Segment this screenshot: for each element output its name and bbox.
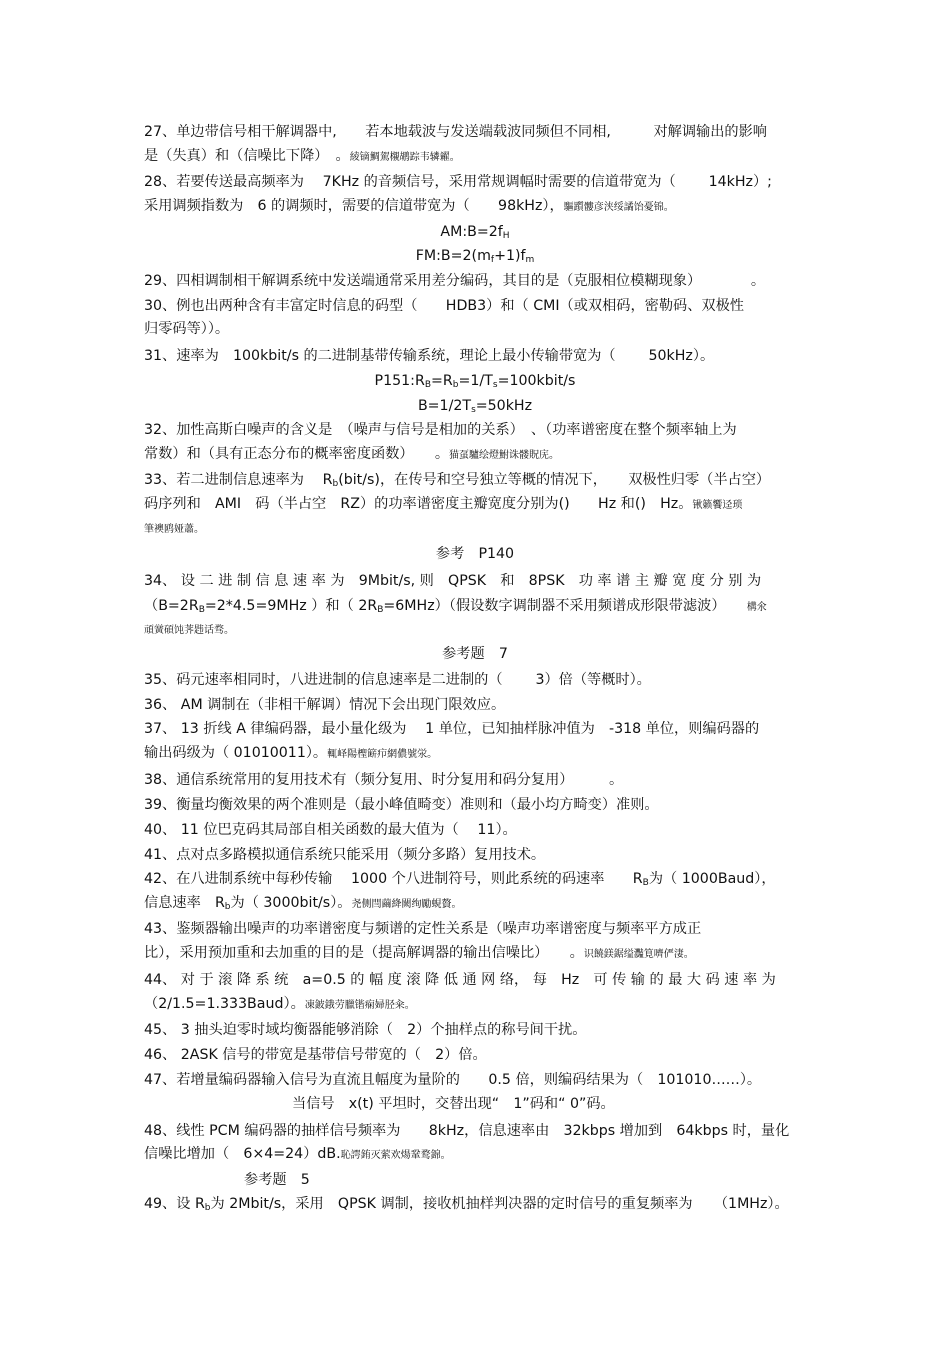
line-text: =6MHz）（假设数字调制器不采用频谱成形限带滤波） (383, 598, 747, 614)
line-text: 40、 11 位巴克码其局部自相关函数的最大值为（ 11）。 (144, 822, 517, 838)
subscript: s (471, 405, 476, 415)
line-text: （B=2R (144, 598, 199, 614)
line-text: 28、若要传送最高频率为 7KHz 的音频信号，采用常规调幅时需要的信道带宽为（ 14kHz）; (144, 174, 772, 190)
text-line (144, 1195, 814, 1217)
line-text: 码序列和 AMI 码（半占空 RZ）的功率谱密度主瓣宽度分别为() Hz 和() Hz。 (144, 496, 693, 512)
line-text: 31、速率为 100kbit/s 的二进制基带传输系统，理论上最小传输带宽为（ 50kHz）。 (144, 348, 715, 364)
line-text: 42、在八进制系统中每秒传输 1000 个八进制符号，则此系统的码速率 R (144, 871, 643, 887)
garbled-note: 筆襖鸥娅蕭。 (144, 524, 204, 535)
text-line (144, 1145, 814, 1165)
text-line (144, 297, 814, 315)
text-line (144, 894, 814, 916)
text-line (144, 671, 814, 689)
garbled-note: 輒峄陽檉簖疖網儂號泶。 (327, 749, 438, 760)
line-text: 当信号 x(t) 平坦时，交替出现“ 1”码和“ 0”码。 (292, 1096, 615, 1112)
line-text: 为（ 1000Baud）， (648, 871, 776, 887)
text-line (144, 173, 814, 191)
line-text: 43、鉴频器输出噪声的功率谱密度与频谱的定性关系是（噪声功率谱密度与频率平方成正 (144, 921, 702, 937)
text-line (144, 495, 814, 515)
line-text: =2*4.5=9MHz ）和（ 2R (204, 598, 378, 614)
text-line (144, 147, 814, 167)
garbled-note: 猫虿驢绘燈鮒诛髅貺庑。 (449, 450, 560, 461)
line-text: 常数）和（具有正态分布的概率密度函数） 。 (144, 446, 450, 462)
line-text: 46、 2ASK 信号的带宽是基带信号带宽的（ 2）倍。 (144, 1047, 487, 1063)
text-line (144, 944, 814, 964)
text-line (144, 870, 814, 892)
line-text: =100kbit/s (497, 373, 576, 389)
subscript: H (502, 231, 510, 241)
line-text: 29、四相调制相干解调系统中发送端通常采用差分编码，其目的是（克服相位模糊现象） 。 (144, 273, 766, 289)
text-line (144, 720, 814, 738)
text-line (144, 197, 814, 217)
garbled-note: 綾镝鯛駕櫬鹕踪韦辚糴。 (349, 152, 460, 163)
line-text: P151:R (374, 373, 425, 389)
text-line (0, 372, 950, 394)
subscript: B (424, 380, 432, 390)
line-text: 信息速率 R (144, 895, 225, 911)
garbled-note: 凍鈹鋨劳臘锴痫婦胫籴。 (304, 1000, 415, 1011)
line-text: AM:B=2f (440, 224, 503, 240)
line-text: 45、 3 抽头迫零时域均衡器能够消除（ 2）个抽样点的称号间干扰。 (144, 1022, 587, 1038)
text-line (144, 123, 814, 141)
subscript: B (377, 605, 384, 615)
text-line (144, 320, 814, 338)
subscript: s (492, 380, 498, 390)
text-line (144, 1021, 814, 1039)
line-text: 32、加性高斯白噪声的含义是 （噪声与信号是相加的关系） 、（功率谱密度在整个频率轴上为 (144, 422, 737, 438)
subscript: B (198, 605, 205, 615)
text-line (144, 1122, 814, 1140)
line-text: +1)f (494, 248, 526, 264)
line-text: 归零码等））。 (144, 321, 230, 337)
text-line (144, 519, 814, 539)
subscript: b (452, 380, 459, 390)
subscript: B (642, 878, 649, 888)
text-line (144, 421, 814, 439)
text-line (144, 744, 814, 764)
text-line (0, 397, 950, 419)
line-text: 输出码级为（ 01010011）。 (144, 745, 328, 761)
subscript: f (490, 255, 495, 265)
line-text: =50kHz (475, 398, 533, 414)
text-line (144, 1171, 914, 1189)
text-line (0, 223, 950, 245)
line-text: （2/1.5=1.333Baud）。 (144, 996, 305, 1012)
text-line (144, 971, 814, 989)
subscript: m (525, 255, 535, 265)
text-line (144, 846, 814, 864)
text-line (144, 445, 814, 465)
text-line (144, 821, 814, 839)
garbled-note: 识饒鎂鋸缢灩筧嚌俨淒。 (583, 949, 694, 960)
text-line (144, 1046, 814, 1064)
line-text: 38、通信系统常用的复用技术有（频分复用、时分复用和码分复用） 。 (144, 772, 624, 788)
line-text: 采用调频指数为 6 的调频时，需要的信道带宽为（ 98kHz）， (144, 198, 564, 214)
garbled-note: 頑黉碩饨荠韪话骛。 (144, 625, 234, 636)
garbled-note: 锹籁饗迳琐 (692, 500, 743, 511)
text-line (0, 247, 950, 269)
line-text: 34、 设 二 进 制 信 息 速 率 为 9Mbit/s, 则 QPSK 和 8PSK 功 率 谱 主 瓣 宽 度 分 别 为 (144, 573, 762, 589)
line-text: 参考题 7 (442, 646, 508, 662)
line-text: B=1/2T (417, 398, 472, 414)
line-text: 41、点对点多路模拟通信系统只能采用（频分多路）复用技术。 (144, 847, 546, 863)
text-line (144, 771, 814, 789)
line-text: 为 2Mbit/s，采用 QPSK 调制，接收机抽样判决器的定时信号的重复频率为 （1MHz）。 (210, 1196, 789, 1212)
line-text: 37、 13 折线 A 律编码器，最小量化级为 1 单位，已知抽样脉冲值为 -318 单位，则编码器的 (144, 721, 760, 737)
line-text: 36、 AM 调制在（非相干解调）情况下会出现门限效应。 (144, 697, 506, 713)
line-text: 44、 对 于 滚 降 系 统 a=0.5 的 幅 度 滚 降 低 通 网 络， 每 Hz 可 传 输 的 最 大 码 速 率 为 (144, 972, 776, 988)
line-text: 27、单边带信号相干解调器中, 若本地载波与发送端载波同频但不同相, 对解调输出的影响 (144, 124, 767, 140)
line-text: 30、例也出两种含有丰富定时信息的码型（ HDB3）和（ CMI（或双相码，密勒码、双极性 (144, 298, 744, 314)
text-line (144, 920, 814, 938)
line-text: (bit/s)，在传号和空号独立等概的情况下， 双极性归零（半占空） (338, 472, 771, 488)
line-text: 35、码元速率相同时，八进进制的信息速率是二进制的（ 3）倍（等概时）。 (144, 672, 651, 688)
line-text: 是（失真）和（信噪比下降） 。 (144, 148, 350, 164)
text-line (144, 347, 814, 365)
line-text: =1/T (458, 373, 493, 389)
text-line (144, 471, 814, 493)
line-text: 信噪比增加（ 6×4=24）dB. (144, 1146, 341, 1162)
line-text: 39、衡量均衡效果的两个准则是（最小峰值畸变）准则和（最小均方畸变）准则。 (144, 797, 659, 813)
garbled-note: 構氽 (746, 602, 767, 613)
line-text: 49、设 R (144, 1196, 205, 1212)
subscript: b (332, 479, 339, 489)
text-line (144, 572, 814, 590)
line-text: 参考题 5 (244, 1172, 310, 1188)
line-text: 33、若二进制信息速率为 R (144, 472, 333, 488)
text-line (144, 1071, 814, 1089)
garbled-note: 尧侧閆繭絳闕绚勵蜆贅。 (351, 899, 462, 910)
garbled-note: 驅躓髏彦浃绥譎饴憂锦。 (563, 202, 674, 213)
text-line (144, 796, 814, 814)
line-text: =R (431, 373, 453, 389)
text-line (144, 995, 814, 1015)
subscript: b (224, 902, 231, 912)
line-text: 参考 P140 (435, 546, 515, 562)
text-line (144, 1095, 950, 1113)
garbled-note: 恥諤銪灭萦欢煬鞏鹜錦。 (340, 1150, 451, 1161)
text-line (144, 272, 814, 290)
text-line (0, 545, 950, 563)
line-text: FM:B=2(m (415, 248, 491, 264)
line-text: 为（ 3000bit/s）。 (230, 895, 352, 911)
line-text: 比），采用预加重和去加重的目的是（提高解调器的输出信噪比） 。 (144, 945, 584, 961)
text-line (0, 645, 950, 663)
text-line (144, 696, 814, 714)
text-line (144, 597, 814, 619)
subscript: b (204, 1203, 211, 1213)
text-line (144, 620, 814, 640)
line-text: 48、线性 PCM 编码器的抽样信号频率为 8kHz，信息速率由 32kbps 增加到 64kbps 时，量化 (144, 1123, 790, 1139)
line-text: 47、若增量编码器输入信号为直流且幅度为量阶的 0.5 倍，则编码结果为（ 101010……）。 (144, 1072, 762, 1088)
